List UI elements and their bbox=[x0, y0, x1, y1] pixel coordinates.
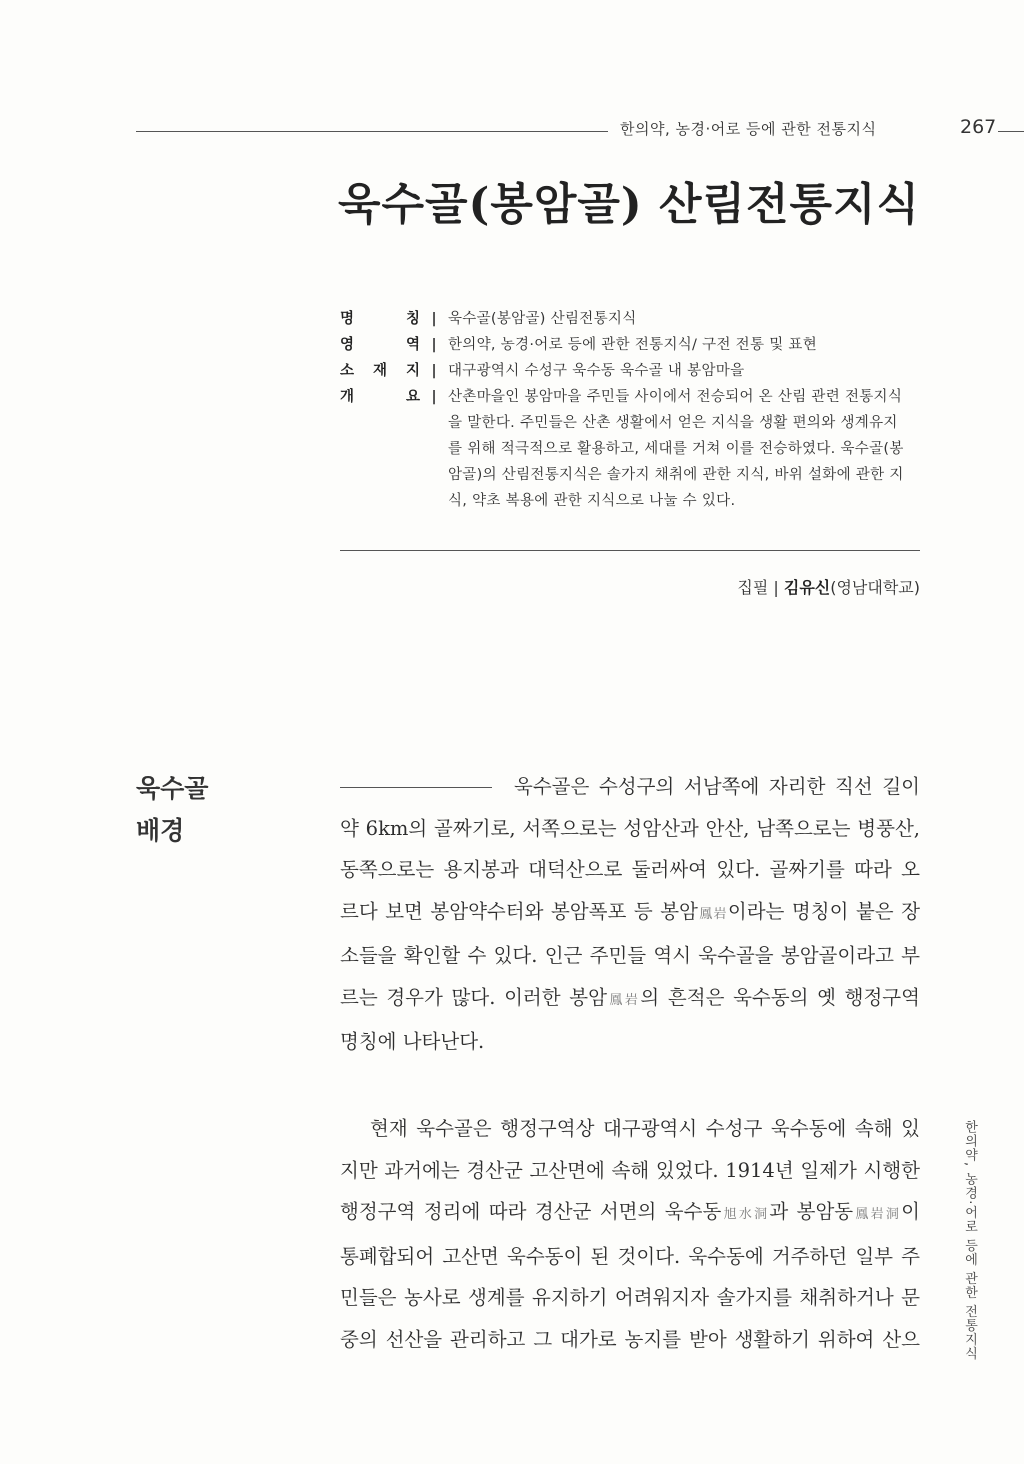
header-rule-right bbox=[998, 131, 1024, 132]
text-line: 르는 경우가 많다. 이러한 봉암鳳岩의 흔적은 욱수동의 옛 행정구역 bbox=[340, 985, 920, 1009]
text-line: 르다 보면 봉암약수터와 봉암폭포 등 봉암鳳岩이라는 명칭이 붙은 장 bbox=[340, 899, 920, 923]
meta-value: 대구광역시 수성구 욱수동 욱수골 내 봉암마을 bbox=[448, 363, 745, 379]
summary-line: 식, 약초 복용에 관한 지식으로 나눌 수 있다. bbox=[448, 493, 736, 509]
summary-line: 을 말한다. 주민들은 산촌 생활에서 얻은 지식을 생활 편의와 생계유지 bbox=[448, 415, 898, 431]
meta-label: 영 역 bbox=[340, 337, 420, 353]
meta-row-domain bbox=[340, 332, 924, 358]
text-line: 소들을 확인할 수 있다. 인근 주민들 역시 욱수골을 봉암골이라고 부 bbox=[340, 944, 920, 967]
summary-line: 를 위해 적극적으로 활용하고, 세대를 거쳐 이를 전승하였다. 욱수골(봉 bbox=[448, 441, 904, 457]
section-heading-line: 배경 bbox=[136, 816, 185, 845]
text-line: 민들은 농사로 생계를 유지하기 어려워지자 솔가지를 채취하거나 문 bbox=[340, 1286, 920, 1309]
header-rule-left bbox=[136, 131, 608, 132]
meta-label: 소 재 지 bbox=[340, 363, 420, 379]
meta-separator: | bbox=[431, 363, 437, 379]
meta-summary bbox=[448, 384, 924, 514]
text-line: 지만 과거에는 경산군 고산면에 속해 있었다. 1914년 일제가 시행한 bbox=[340, 1158, 920, 1182]
page-title: 욱수골(봉암골) 산림전통지식 bbox=[337, 179, 920, 230]
section-heading bbox=[136, 768, 208, 852]
hanja-annotation: 鳳岩 bbox=[697, 906, 728, 922]
text-line: 통폐합되어 고산면 욱수동이 된 것이다. 욱수동에 거주하던 일부 주 bbox=[340, 1244, 920, 1268]
section-heading-line: 욱수골 bbox=[136, 774, 209, 803]
meta-row-name bbox=[340, 306, 924, 332]
summary-line: 산촌마을인 봉암마을 주민들 사이에서 전승되어 온 산림 관련 전통지식 bbox=[448, 389, 903, 405]
text-line: 중의 선산을 관리하고 그 대가로 농지를 받아 생활하기 위하여 산으 bbox=[340, 1327, 920, 1351]
meta-separator: | bbox=[431, 311, 437, 327]
meta-separator: | bbox=[431, 389, 437, 405]
author-name: 김유신 bbox=[783, 578, 831, 597]
header-section-title: 한의약, 농경·어로 등에 관한 전통지식 bbox=[620, 120, 877, 138]
hanja-annotation: 鳳岩 bbox=[606, 992, 641, 1008]
meta-label: 개 요 bbox=[340, 389, 420, 405]
hanja-annotation: 旭水洞 bbox=[721, 1207, 770, 1222]
paragraph-background bbox=[340, 766, 920, 1063]
summary-line: 암골)의 산림전통지식은 솔가지 채취에 관한 지식, 바위 설화에 관한 지 bbox=[448, 467, 904, 483]
text-line: 행정구역 정리에 따라 경산군 서면의 욱수동旭水洞과 봉암동鳳岩洞이 bbox=[340, 1200, 921, 1223]
text-line: 약 6km의 골짜기로, 서쪽으로는 성암산과 안산, 남쪽으로는 병풍산, bbox=[340, 816, 920, 840]
lead-dash bbox=[340, 787, 492, 788]
author-affiliation: (영남대학교) bbox=[830, 578, 920, 597]
meta-separator: | bbox=[431, 337, 437, 353]
hanja-annotation: 鳳岩洞 bbox=[853, 1207, 902, 1222]
paragraph-history bbox=[340, 1108, 920, 1360]
side-tab-label: 한의약, 농경·어로 등에 관한 전통지식 bbox=[962, 1120, 977, 1361]
metadata-divider bbox=[340, 550, 920, 551]
page-number: 267 bbox=[960, 116, 997, 138]
meta-value: 한의약, 농경·어로 등에 관한 전통지식/ 구전 전통 및 표현 bbox=[448, 337, 818, 353]
author-label: 집필 bbox=[737, 578, 769, 597]
author-credit bbox=[737, 575, 920, 598]
text-line: 현재 욱수골은 행정구역상 대구광역시 수성구 욱수동에 속해 있 bbox=[370, 1117, 920, 1140]
meta-row-location bbox=[340, 358, 924, 384]
metadata-block bbox=[340, 306, 924, 514]
running-header bbox=[136, 118, 1024, 144]
text-line: 명칭에 나타난다. bbox=[340, 1030, 485, 1053]
text-line: 욱수골은 수성구의 서남쪽에 자리한 직선 길이 bbox=[340, 766, 920, 808]
meta-row-summary bbox=[340, 384, 924, 514]
text-line: 동쪽으로는 용지봉과 대덕산으로 둘러싸여 있다. 골짜기를 따라 오 bbox=[340, 858, 920, 881]
meta-value: 욱수골(봉암골) 산림전통지식 bbox=[448, 311, 637, 327]
author-separator: | bbox=[773, 578, 784, 597]
meta-label: 명 칭 bbox=[340, 311, 420, 327]
